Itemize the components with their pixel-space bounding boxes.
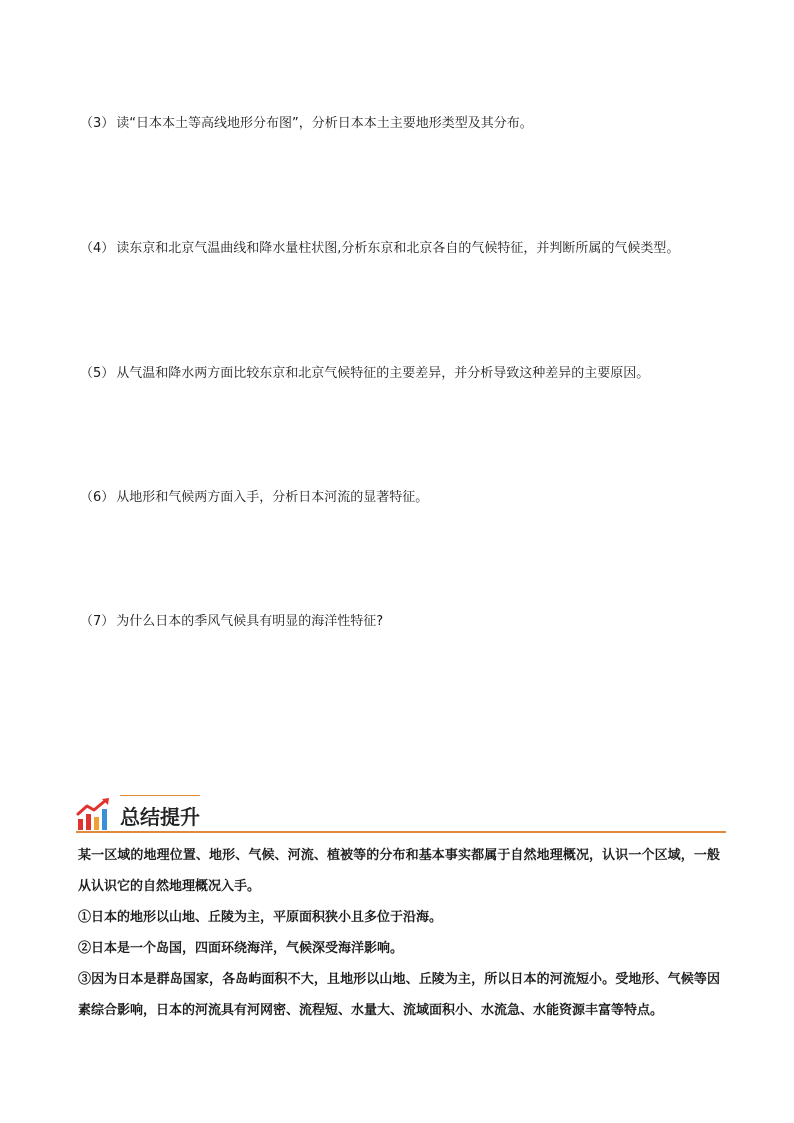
header-accent-line [120,795,200,796]
summary-paragraph: 某一区域的地理位置、地形、气候、河流、植被等的分布和基本事实都属于自然地理概况，认识一个区域，一般从认识它的自然地理概况入手。 [78,848,720,894]
question-4 [80,240,740,258]
summary-title: 总结提升 [120,805,200,829]
summary-paragraph: ①日本的地形以山地、丘陵为主，平原面积狭小且多位于沿海。 [78,910,443,925]
question-number: （3） [80,116,115,131]
question-text: 为什么日本的季风气候具有明显的海洋性特征? [116,614,384,629]
question-text: 从地形和气候两方面入手，分析日本河流的显著特征。 [116,490,429,505]
question-number: （4） [80,241,115,256]
question-text: 读东京和北京气温曲线和降水量柱状图,分析东京和北京各自的气候特征，并判断所属的气候类型。 [116,241,680,256]
question-3 [80,115,740,133]
question-number: （7） [80,614,115,629]
question-text: 读“日本本土等高线地形分布图”，分析日本本土主要地形类型及其分布。 [116,116,533,131]
question-number: （6） [80,490,115,505]
summary-header [76,795,726,833]
chart-growth-icon [76,797,112,831]
question-7 [80,613,740,631]
summary-body [78,840,720,1026]
question-6 [80,489,740,507]
question-5 [80,365,740,383]
question-number: （5） [80,366,115,381]
header-underline [76,831,726,833]
summary-paragraph: ②日本是一个岛国，四面环绕海洋，气候深受海洋影响。 [78,941,404,956]
question-text: 从气温和降水两方面比较东京和北京气候特征的主要差异，并分析导致这种差异的主要原因。 [116,366,650,381]
summary-paragraph: ③因为日本是群岛国家，各岛屿面积不大，且地形以山地、丘陵为主，所以日本的河流短小。受地形、气候等因素综合影响，日本的河流具有河网密、流程短、水量大、流域面积小、水流急、水能资源丰富等特点。 [78,972,720,1018]
